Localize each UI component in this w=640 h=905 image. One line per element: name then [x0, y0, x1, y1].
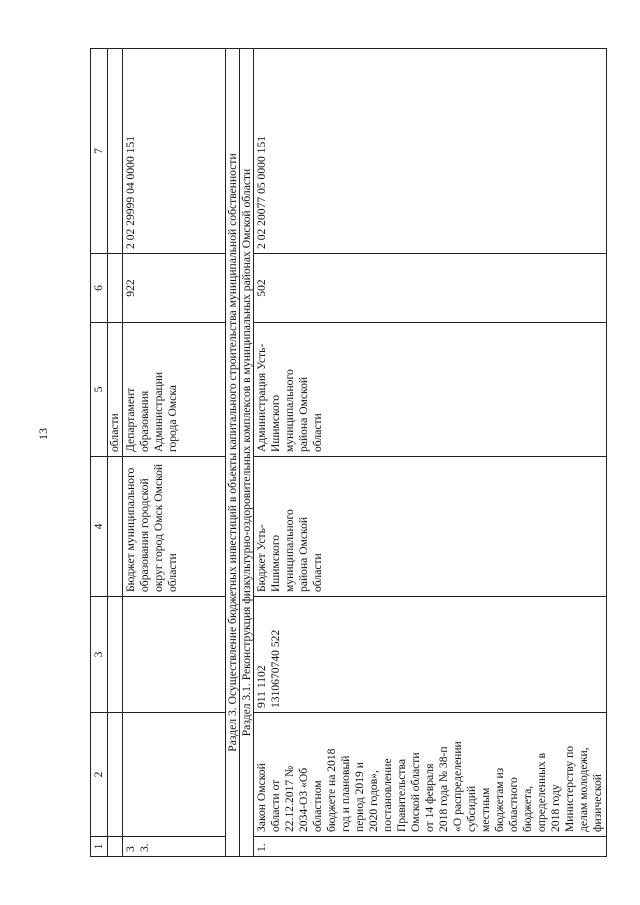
header-cell-4: 4 — [91, 457, 108, 597]
grbs-code-cell: 502 — [254, 254, 607, 323]
budget-cell: Бюджет Усть- Ишимского муниципального района Омской области — [254, 457, 607, 597]
subsection-row — [240, 49, 254, 857]
header-cell-7: 7 — [91, 49, 108, 254]
header-cell-1: 1 — [91, 837, 108, 857]
table-row — [254, 49, 607, 857]
legal-basis-cell — [123, 713, 226, 837]
administrator-cell: Администрация Усть- Ишимского муниципального района Омской области — [254, 323, 607, 457]
legal-basis-cell: Закон Омской области от 22.12.2017 № 2034-ОЗ «Об областном бюджете на 2018 год и плановый период 2019 и 2020 годов», постановление Правительства Омской области от 14 февраля 2018 года № 38-п «О распределении субсидий местным бюджетам из областного бюджета, определенных в 2018 году Министерству по делам молодежи, физической — [254, 713, 607, 837]
header-row — [91, 49, 108, 857]
continuation-row — [108, 49, 123, 857]
section-row — [226, 49, 240, 857]
section-title: Раздел 3. Осуществление бюджетных инвестиций в объекты капитального строительства муниципальной собственности — [226, 49, 240, 857]
code-cell — [123, 597, 226, 713]
revenue-code-cell: 2 02 29999 04 0000 151 — [123, 49, 226, 254]
header-cell-3: 3 — [91, 597, 108, 713]
code-cell: 911 1102 1310670740 522 — [254, 597, 607, 713]
subsidies-table — [90, 48, 607, 857]
budget-cell: Бюджет муниципального образования городской округ город Омск Омской области — [123, 457, 226, 597]
page-number: 13 — [36, 428, 50, 440]
header-cell-5: 5 — [91, 323, 108, 457]
continuation-col5: области — [108, 323, 123, 457]
header-cell-2: 2 — [91, 713, 108, 837]
rotated-page-content — [90, 49, 640, 857]
row-number: 33. — [123, 837, 226, 857]
header-cell-6: 6 — [91, 254, 108, 323]
subsection-title: Раздел 3.1. Реконструкция физкультурно-оздоровительных комплексов в муниципальных районах Омской области — [240, 49, 254, 857]
grbs-code-cell: 922 — [123, 254, 226, 323]
table-row — [123, 49, 226, 857]
row-number: 1. — [254, 837, 607, 857]
administrator-cell: Департамент образования Администрации города Омска — [123, 323, 226, 457]
revenue-code-cell: 2 02 20077 05 0000 151 — [254, 49, 607, 254]
